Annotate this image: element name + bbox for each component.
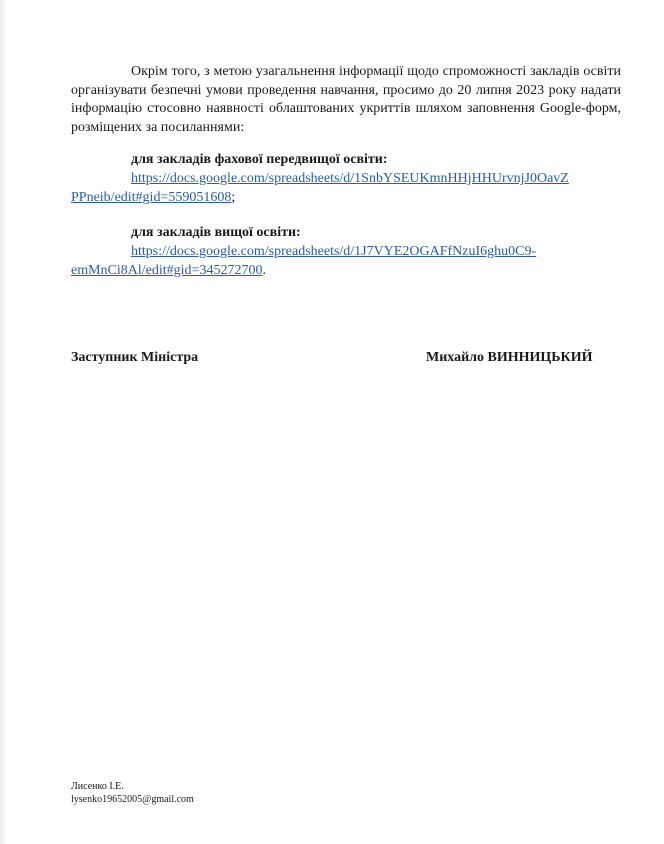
signatory-position: Заступник Міністра — [71, 350, 199, 365]
spreadsheet-link-professional-prehigher-part1[interactable]: https://docs.google.com/spreadsheets/d/1SnbYSEUKmnHHjHHUrvnjJ0OavZ — [131, 171, 569, 186]
section-heading-higher: для закладів вищої освіти: — [131, 225, 301, 240]
page-edge-shadow — [0, 0, 6, 844]
spreadsheet-link-higher-part1[interactable]: https://docs.google.com/spreadsheets/d/1J7VYE2OGAFfNzuI6ghu0C9- — [131, 244, 537, 259]
section-heading-professional-prehigher: для закладів фахової передвищої освіти: — [131, 152, 388, 167]
link-block-higher — [71, 243, 621, 280]
link-block-professional-prehigher — [71, 170, 621, 207]
body-paragraph: Окрім того, з метою узагальнення інформації щодо спроможності закладів освіти організувати безпечні умови проведення навчання, просимо до 20 липня 2023 року надати інформацію стосовно наявності облаштованих укриттів шляхом заповнення Google-форм, розміщених за посиланнями: — [71, 64, 621, 135]
signatory-name: Михайло ВИННИЦЬКИЙ — [426, 350, 593, 365]
footer-contact — [71, 780, 194, 806]
link-suffix-period: . — [262, 262, 266, 278]
link-suffix-semicolon: ; — [231, 189, 236, 205]
footer-author: Лисенко І.Е. — [71, 781, 124, 792]
footer-email: lysenko19652005@gmail.com — [71, 794, 194, 805]
spreadsheet-link-higher-part2[interactable]: emMnCi8Al/edit#gid=345272700 — [71, 262, 263, 278]
spreadsheet-link-professional-prehigher-part2[interactable]: PPneib/edit#gid=559051608 — [71, 189, 232, 205]
